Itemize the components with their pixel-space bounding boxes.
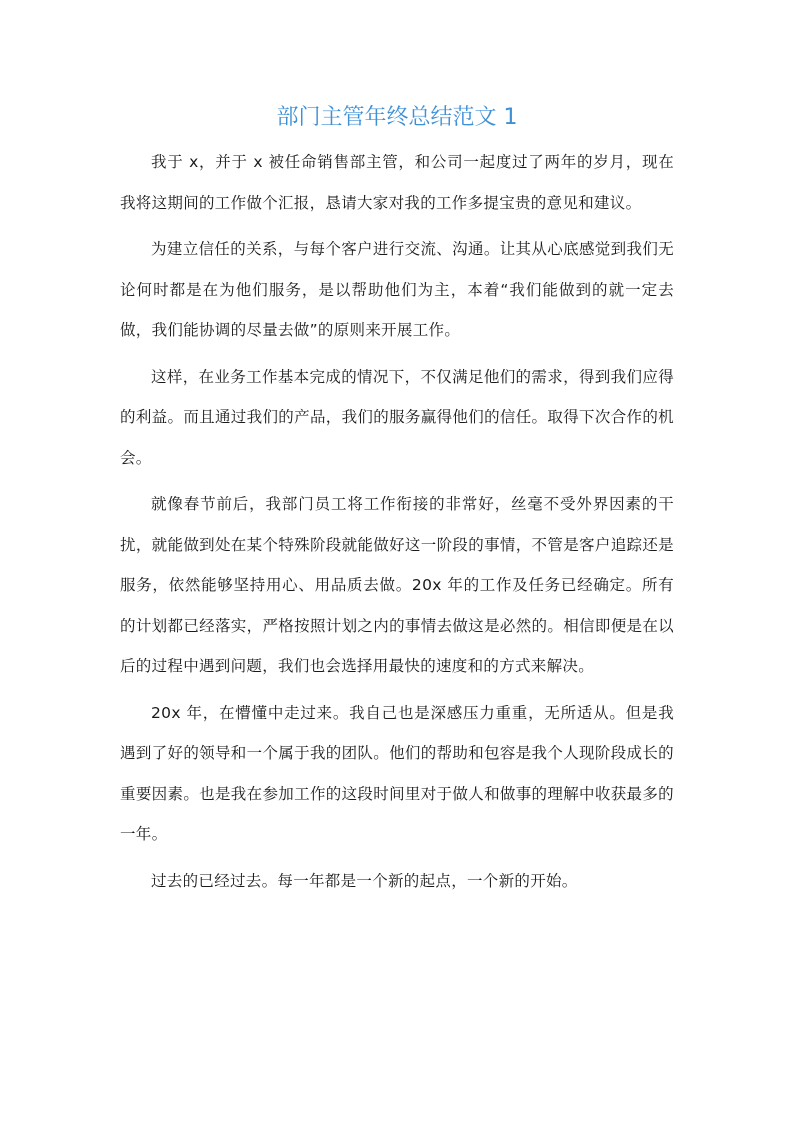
paragraph-1: 我于 x，并于 x 被任命销售部主管，和公司一起度过了两年的岁月，现在我将这期间的工作做个汇报，恳请大家对我的工作多提宝贵的意见和建议。 xyxy=(120,153,674,212)
paragraph-4: 就像春节前后，我部门员工将工作衔接的非常好，丝毫不受外界因素的干扰，就能做到处在某个特殊阶段就能做好这一阶段的事情，不管是客户追踪还是服务，依然能够坚持用心、用品质去做。20x 年的工作及任务已经确定。所有的计划都已经落实，严格按照计划之内的事情去做这是必然的。相信即便是在以后的过程中遇到问题，我们也会选择用最快的速度和的方式来解决。 xyxy=(120,495,674,675)
paragraph-6: 过去的已经过去。每一年都是一个新的起点，一个新的开始。 xyxy=(151,871,578,890)
paragraph-3: 这样，在业务工作基本完成的情况下，不仅满足他们的需求，得到我们应得的利益。而且通过我们的产品，我们的服务赢得他们的信任。取得下次合作的机会。 xyxy=(120,367,674,467)
document-title: 部门主管年终总结范文 1 xyxy=(276,105,518,130)
document-body xyxy=(120,142,674,907)
paragraph-5: 20x 年，在懵懂中走过来。我自己也是深感压力重重，无所适从。但是我遇到了好的领导和一个属于我的团队。他们的帮助和包容是我个人现阶段成长的重要因素。也是我在参加工作的这段时间里对于做人和做事的理解中收获最多的一年。 xyxy=(120,703,674,843)
paragraph-2: 为建立信任的关系，与每个客户进行交流、沟通。让其从心底感觉到我们无论何时都是在为他们服务，是以帮助他们为主，本着“我们能做到的就一定去做，我们能协调的尽量去做”的原则来开展工作。 xyxy=(120,240,674,339)
